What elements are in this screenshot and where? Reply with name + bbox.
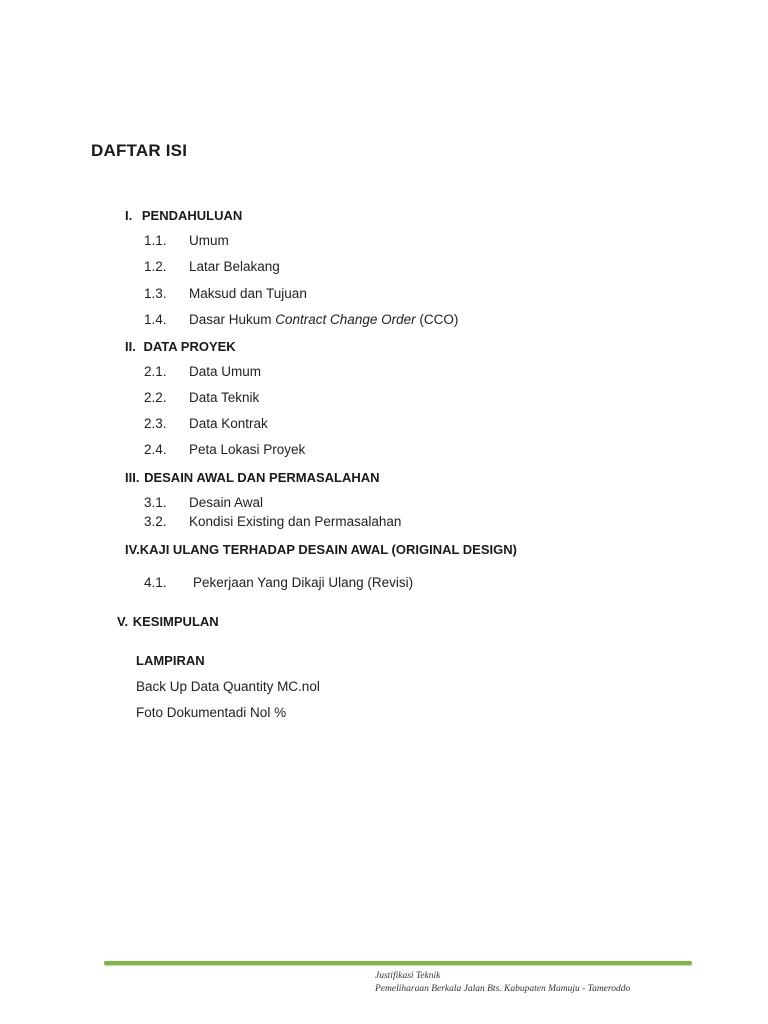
footer-line-2: Pemeliharaan Berkala Jalan Bts. Kabupaten Mamuju - Tameroddo bbox=[375, 983, 631, 994]
item-number: 4.1. bbox=[144, 575, 167, 590]
toc-section-2 bbox=[125, 339, 236, 354]
item-number: 2.1. bbox=[144, 364, 167, 379]
lampiran-heading: LAMPIRAN bbox=[136, 653, 205, 668]
item-text-italic: Contract Change Order bbox=[275, 312, 416, 327]
lampiran-item: Back Up Data Quantity MC.nol bbox=[136, 679, 320, 694]
item-number: 2.3. bbox=[144, 416, 167, 431]
footer-divider bbox=[104, 961, 692, 965]
section-number: II. bbox=[125, 339, 136, 354]
item-number: 2.2. bbox=[144, 390, 167, 405]
toc-section-1 bbox=[125, 208, 242, 223]
item-number: 3.1. bbox=[144, 495, 167, 510]
item-text: Umum bbox=[189, 233, 229, 248]
item-number: 2.4. bbox=[144, 442, 167, 457]
item-text-post: (CCO) bbox=[415, 312, 459, 327]
item-number: 3.2. bbox=[144, 514, 167, 529]
toc-section-4 bbox=[125, 542, 517, 557]
section-label: DATA PROYEK bbox=[143, 339, 236, 354]
section-number: V. bbox=[117, 614, 129, 629]
item-text: Data Teknik bbox=[189, 390, 260, 405]
item-number: 1.1. bbox=[144, 233, 167, 248]
item-text: Pekerjaan Yang Dikaji Ulang (Revisi) bbox=[193, 575, 414, 590]
footer-line-1: Justifikasi Teknik bbox=[375, 971, 441, 981]
item-text: Data Umum bbox=[189, 364, 262, 379]
section-number: III. bbox=[125, 470, 140, 485]
section-label: DESAIN AWAL DAN PERMASALAHAN bbox=[144, 470, 380, 485]
item-text: Maksud dan Tujuan bbox=[189, 286, 307, 301]
item-text-pre: Dasar Hukum bbox=[189, 312, 276, 327]
item-text: Data Kontrak bbox=[189, 416, 268, 431]
toc-section-5 bbox=[117, 614, 219, 629]
section-number: I. bbox=[125, 208, 133, 223]
footer-text bbox=[375, 970, 630, 995]
section-number: IV. bbox=[125, 542, 140, 557]
section-label: PENDAHULUAN bbox=[141, 208, 243, 223]
section-label: KAJI ULANG TERHADAP DESAIN AWAL (ORIGINAL DESIGN) bbox=[139, 542, 517, 557]
item-text: Latar Belakang bbox=[189, 259, 280, 274]
item-number: 1.2. bbox=[144, 259, 167, 274]
item-text: Desain Awal bbox=[189, 495, 264, 510]
item-number: 1.3. bbox=[144, 286, 167, 301]
section-label: KESIMPULAN bbox=[132, 614, 219, 629]
item-text: Kondisi Existing dan Permasalahan bbox=[189, 514, 402, 529]
item-text: Peta Lokasi Proyek bbox=[189, 442, 306, 457]
item-number: 1.4. bbox=[144, 312, 167, 327]
page-title: DAFTAR ISI bbox=[91, 141, 188, 160]
lampiran-item: Foto Dokumentadi Nol % bbox=[136, 705, 287, 720]
toc-section-3 bbox=[125, 470, 380, 485]
item-text bbox=[189, 312, 458, 327]
